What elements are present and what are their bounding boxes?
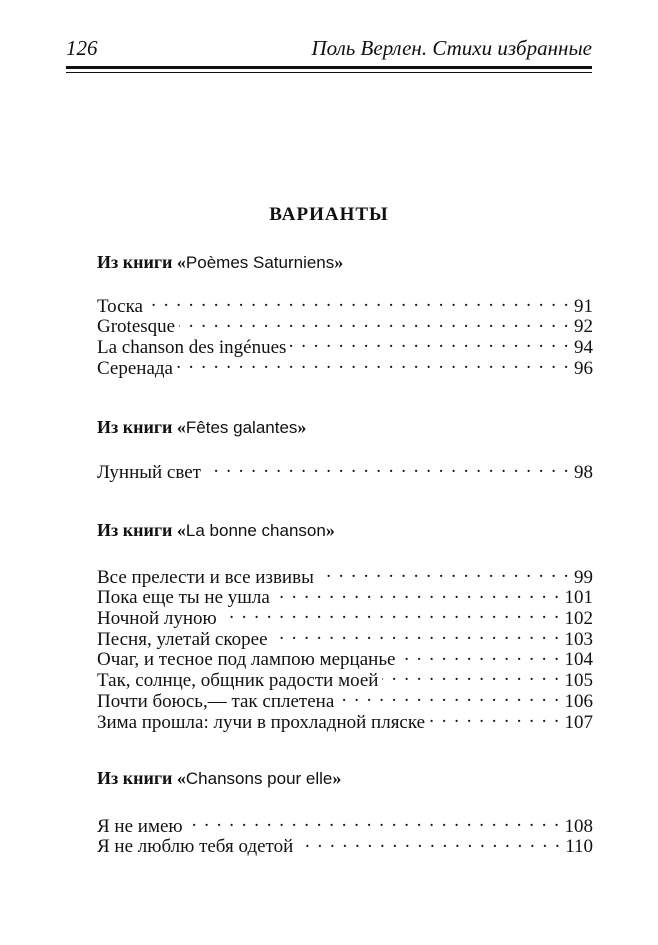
- toc-entry-title: Grotesque: [97, 316, 176, 338]
- toc-list: [97, 457, 593, 483]
- toc-entry[interactable]: [97, 312, 593, 338]
- toc-entry-title: Зима прошла: лучи в прохладной пляске: [97, 711, 426, 733]
- running-title: Поль Верлен. Стихи избранные: [311, 36, 592, 60]
- dot-leader: [205, 457, 570, 478]
- toc-entry-page: 99: [574, 566, 593, 588]
- group-heading-prefix: Из книги «: [97, 252, 186, 272]
- toc-entry-title: Так, солнце, общник радости моей: [97, 670, 379, 692]
- running-header: [66, 36, 592, 66]
- group-heading-suffix: »: [297, 417, 307, 437]
- toc-entry[interactable]: [97, 291, 593, 317]
- toc-list: [97, 811, 593, 858]
- toc-entry-title: Почти боюсь,— так сплетена: [97, 690, 335, 712]
- toc-entry-page: 108: [564, 815, 593, 837]
- toc-entry[interactable]: [97, 811, 593, 837]
- group-book-title: La bonne chanson: [185, 521, 326, 540]
- toc-entry-title: Тоска: [97, 295, 143, 317]
- dot-leader: [382, 665, 560, 686]
- toc-entry-page: 92: [574, 316, 593, 338]
- dot-leader: [274, 583, 561, 604]
- dot-leader: [297, 832, 561, 853]
- toc-entry-page: 96: [574, 357, 593, 379]
- toc-entry-page: 106: [564, 690, 593, 712]
- dot-leader: [429, 707, 560, 728]
- group-heading-prefix: Из книги «: [97, 768, 186, 788]
- toc-entry-page: 110: [565, 836, 593, 858]
- header-rule-thin: [66, 72, 592, 73]
- group-heading: [97, 417, 306, 438]
- toc-entry-title: Я не имею: [97, 815, 183, 837]
- dot-leader: [338, 686, 560, 707]
- toc-entry-title: Ночной луною: [97, 608, 217, 630]
- group-heading: [97, 520, 335, 541]
- group-heading-prefix: Из книги «: [97, 417, 186, 437]
- group-book-title: Poèmes Saturniens: [185, 253, 335, 272]
- toc-entry-title: Все прелести и все извивы: [97, 566, 314, 588]
- toc-entry-page: 104: [564, 649, 593, 671]
- dot-leader: [147, 291, 570, 312]
- dot-leader: [179, 312, 570, 333]
- section-title: ВАРИАНТЫ: [269, 204, 389, 225]
- group-heading-prefix: Из книги «: [97, 520, 186, 540]
- toc-entry[interactable]: [97, 457, 593, 483]
- dot-leader: [399, 645, 560, 666]
- toc-entry-page: 103: [564, 628, 593, 650]
- toc-list: [97, 562, 593, 733]
- toc-entry-page: 91: [574, 295, 593, 317]
- toc-entry-title: Очаг, и тесное под лампою мерцанье: [97, 649, 396, 671]
- header-rule-thick: [66, 66, 592, 69]
- toc-entry-page: 101: [564, 587, 593, 609]
- dot-leader: [272, 624, 561, 645]
- group-book-title: Chansons pour elle: [185, 769, 333, 788]
- group-heading-suffix: »: [334, 252, 344, 272]
- toc-list: [97, 291, 593, 379]
- dot-leader: [290, 332, 570, 353]
- dot-leader: [221, 603, 561, 624]
- group-book-title: Fêtes galantes: [185, 418, 298, 437]
- toc-entry-title: La chanson des ingénues: [97, 337, 287, 359]
- toc-entry-title: Пока еще ты не ушла: [97, 587, 270, 609]
- dot-leader: [318, 562, 570, 583]
- group-heading: [97, 768, 341, 789]
- group-heading-suffix: »: [325, 520, 335, 540]
- toc-entry-page: 102: [564, 608, 593, 630]
- toc-entry-title: Лунный свет: [97, 461, 201, 483]
- dot-leader: [177, 353, 570, 374]
- page-number: 126: [66, 36, 98, 60]
- toc-entry-title: Песня, улетай скорее: [97, 628, 268, 650]
- toc-entry-page: 105: [564, 670, 593, 692]
- toc-entry-title: Серенада: [97, 357, 173, 379]
- toc-entry-page: 107: [564, 711, 593, 733]
- group-heading-suffix: »: [332, 768, 342, 788]
- toc-entry[interactable]: [97, 562, 593, 588]
- toc-entry-page: 98: [574, 461, 593, 483]
- toc-entry-page: 94: [574, 337, 593, 359]
- toc-entry-title: Я не люблю тебя одетой: [97, 836, 294, 858]
- dot-leader: [187, 811, 561, 832]
- group-heading: [97, 252, 343, 273]
